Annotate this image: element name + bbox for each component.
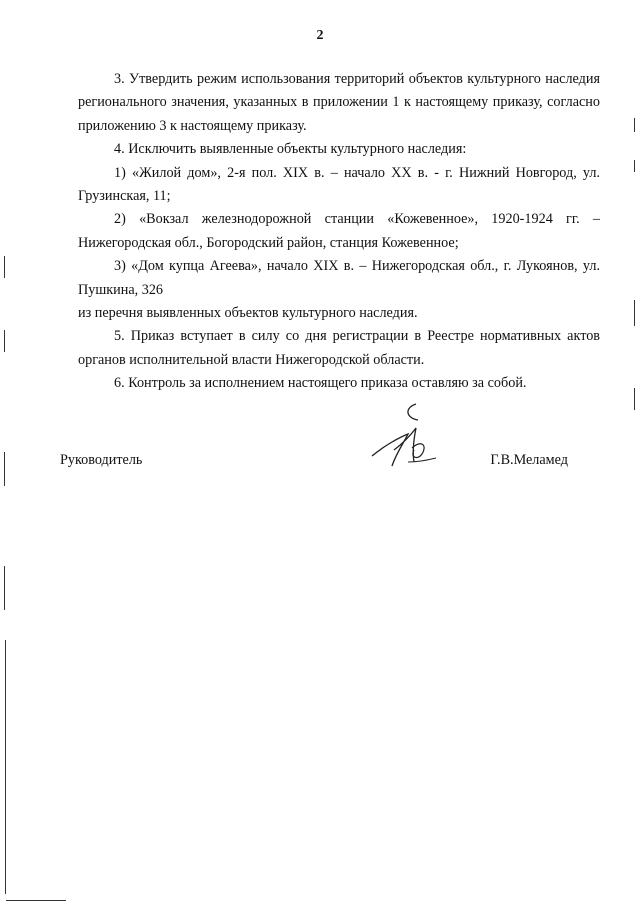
scan-artifact-bottom <box>6 900 66 901</box>
scan-artifact-left-1 <box>4 256 5 278</box>
list-closing-line: из перечня выявленных объектов культурного наследия. <box>78 305 418 322</box>
scan-artifact-right-3 <box>634 300 635 326</box>
scan-artifact-left-3 <box>4 452 5 486</box>
scan-artifact-left-2 <box>4 330 5 352</box>
signatory-name: Г.В.Меламед <box>490 452 568 468</box>
scan-artifact-right-2 <box>634 160 635 172</box>
list-item-2: 2) «Вокзал железнодорожной станции «Кожевенное», 1920-1924 гг. – Нижегородская обл., Богородский район, станция Кожевенное; <box>78 211 600 251</box>
signatory-title: Руководитель <box>60 452 143 468</box>
scan-artifact-top <box>300 0 360 3</box>
page-number: 2 <box>316 28 324 43</box>
paragraph-item-4: 4. Исключить выявленные объекты культурного наследия: <box>114 141 467 158</box>
list-item-1: 1) «Жилой дом», 2-я пол. XIX в. – начало XX в. - г. Нижний Новгород, ул. Грузинская, 11; <box>78 164 600 205</box>
scan-artifact-left-4 <box>4 566 5 610</box>
paragraph-item-5: 5. Приказ вступает в силу со дня регистрации в Реестре нормативных актов органов исполнительной власти Нижегородской области. <box>78 328 600 368</box>
signature-block <box>60 452 568 476</box>
scan-artifact-right-1 <box>634 118 635 132</box>
document-body <box>78 68 600 396</box>
paragraph-item-3: 3. Утвердить режим использования территорий объектов культурного наследия регионального значения, указанных в приложении 1 к настоящему приказу, согласно приложению 3 к настоящему приказу. <box>78 71 600 134</box>
scan-artifact-left-5 <box>5 640 6 894</box>
list-item-3: 3) «Дом купца Агеева», начало XIX в. – Нижегородская обл., г. Лукоянов, ул. Пушкина, 326 <box>78 258 600 298</box>
handwritten-signature <box>364 400 444 472</box>
scan-artifact-right-4 <box>634 388 635 410</box>
paragraph-item-6: 6. Контроль за исполнением настоящего приказа оставляю за собой. <box>114 375 527 392</box>
